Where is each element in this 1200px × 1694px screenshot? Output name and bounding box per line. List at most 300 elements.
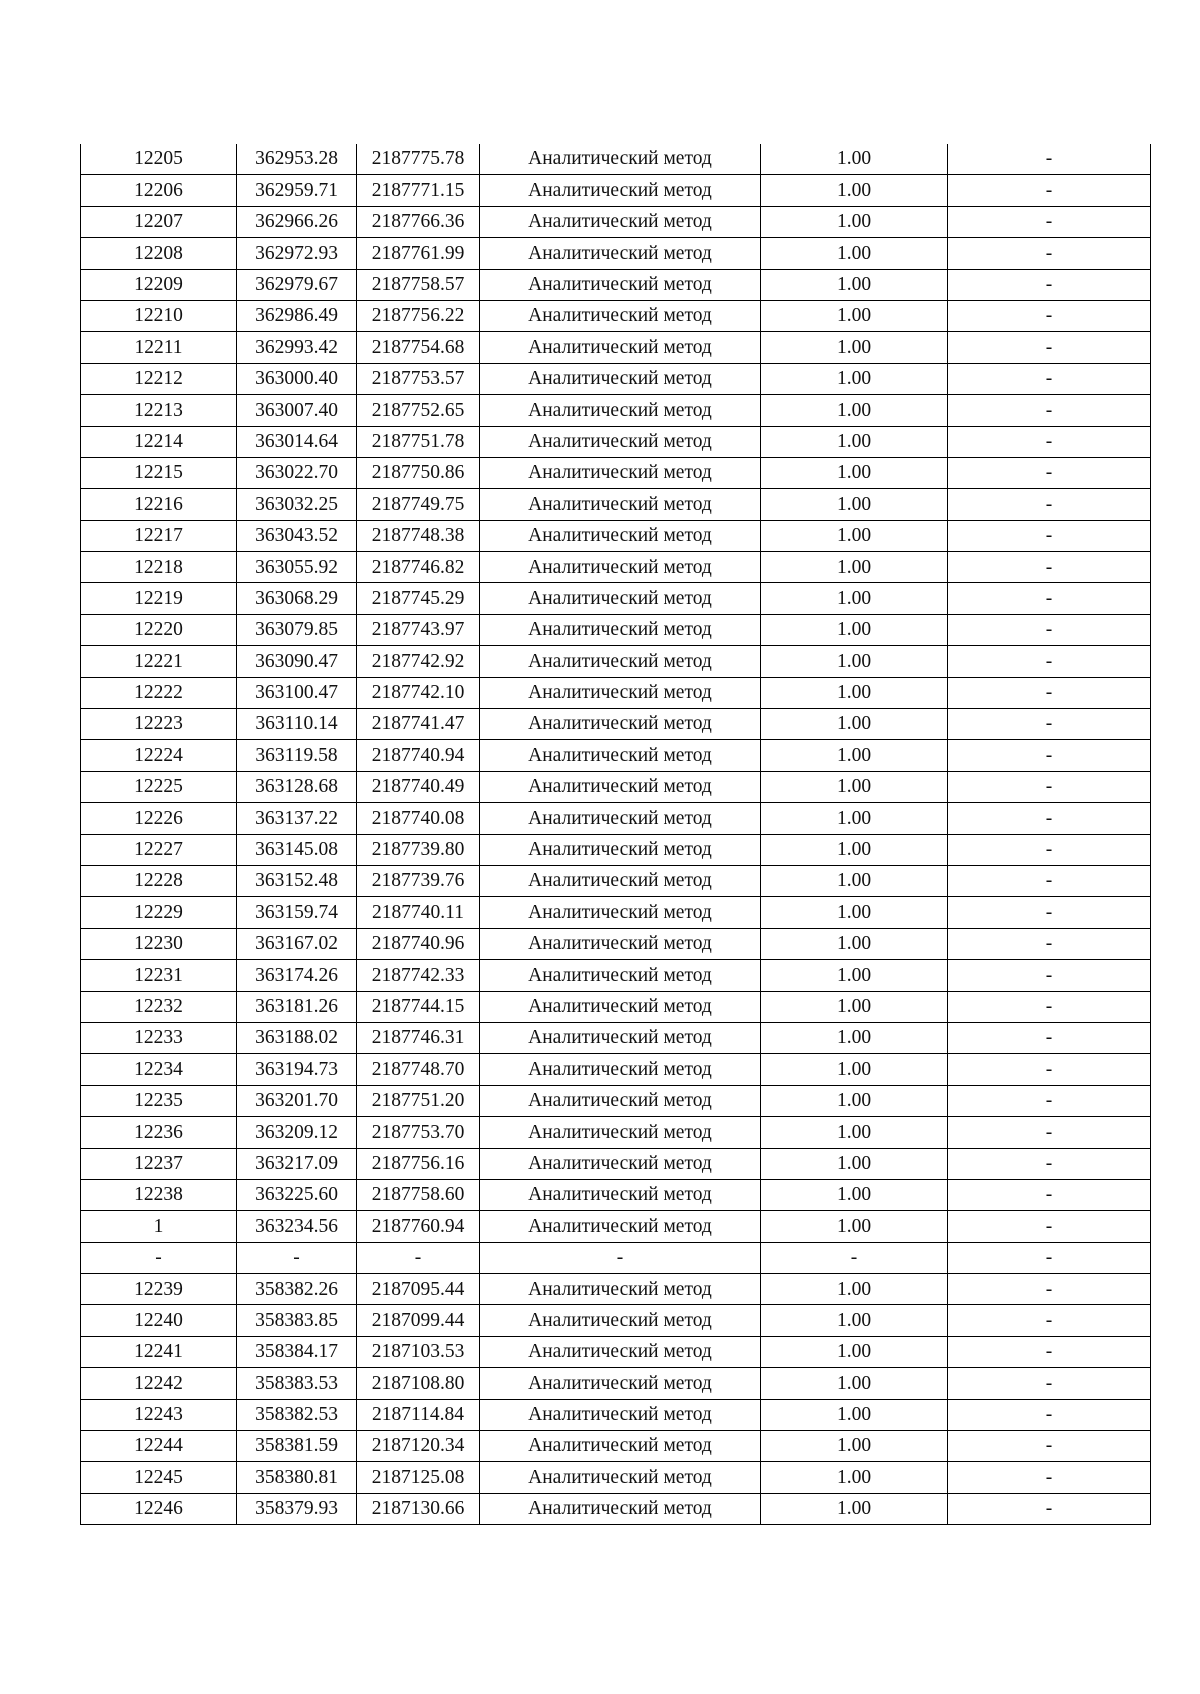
accuracy-cell: 1.00 [761, 1054, 948, 1085]
y-coordinate-cell: 2187758.60 [357, 1179, 480, 1210]
y-coordinate-cell: 2187743.97 [357, 614, 480, 645]
accuracy-cell: 1.00 [761, 991, 948, 1022]
accuracy-cell: 1.00 [761, 1022, 948, 1053]
method-cell: Аналитический метод [480, 1462, 761, 1493]
method-cell: Аналитический метод [480, 1493, 761, 1524]
note-cell: - [948, 1211, 1151, 1242]
point-number-cell: 12238 [81, 1179, 237, 1210]
point-number-cell: 12224 [81, 740, 237, 771]
point-number-cell: 12243 [81, 1399, 237, 1430]
y-coordinate-cell: 2187742.92 [357, 646, 480, 677]
accuracy-cell: 1.00 [761, 1085, 948, 1116]
accuracy-cell: 1.00 [761, 803, 948, 834]
x-coordinate-cell: 363152.48 [237, 865, 357, 896]
x-coordinate-cell: 358383.53 [237, 1368, 357, 1399]
method-cell: Аналитический метод [480, 238, 761, 269]
note-cell: - [948, 426, 1151, 457]
point-number-cell: 12233 [81, 1022, 237, 1053]
x-coordinate-cell: 363181.26 [237, 991, 357, 1022]
point-number-cell: 12206 [81, 175, 237, 206]
method-cell: Аналитический метод [480, 1085, 761, 1116]
note-cell: - [948, 332, 1151, 363]
x-coordinate-cell: - [237, 1242, 357, 1273]
x-coordinate-cell: 363014.64 [237, 426, 357, 457]
method-cell: Аналитический метод [480, 1368, 761, 1399]
y-coordinate-cell: 2187739.80 [357, 834, 480, 865]
note-cell: - [948, 363, 1151, 394]
y-coordinate-cell: 2187753.57 [357, 363, 480, 394]
method-cell: Аналитический метод [480, 709, 761, 740]
accuracy-cell: 1.00 [761, 332, 948, 363]
point-number-cell: 12217 [81, 520, 237, 551]
method-cell: Аналитический метод [480, 803, 761, 834]
note-cell: - [948, 144, 1151, 175]
point-number-cell: 12210 [81, 300, 237, 331]
method-cell: Аналитический метод [480, 426, 761, 457]
point-number-cell: 12245 [81, 1462, 237, 1493]
accuracy-cell: 1.00 [761, 1274, 948, 1305]
y-coordinate-cell: 2187740.08 [357, 803, 480, 834]
point-number-cell: 12211 [81, 332, 237, 363]
y-coordinate-cell: 2187749.75 [357, 489, 480, 520]
y-coordinate-cell: 2187758.57 [357, 269, 480, 300]
method-cell: Аналитический метод [480, 1399, 761, 1430]
y-coordinate-cell: 2187753.70 [357, 1117, 480, 1148]
x-coordinate-cell: 362979.67 [237, 269, 357, 300]
accuracy-cell: 1.00 [761, 709, 948, 740]
table-row [81, 677, 1151, 708]
y-coordinate-cell: 2187742.10 [357, 677, 480, 708]
y-coordinate-cell: 2187775.78 [357, 144, 480, 175]
accuracy-cell: 1.00 [761, 457, 948, 488]
table-row [81, 928, 1151, 959]
table-row [81, 991, 1151, 1022]
note-cell: - [948, 991, 1151, 1022]
y-coordinate-cell: 2187120.34 [357, 1431, 480, 1462]
y-coordinate-cell: 2187125.08 [357, 1462, 480, 1493]
table-row [81, 1054, 1151, 1085]
accuracy-cell: 1.00 [761, 1211, 948, 1242]
accuracy-cell: 1.00 [761, 489, 948, 520]
x-coordinate-cell: 363032.25 [237, 489, 357, 520]
point-number-cell: 12223 [81, 709, 237, 740]
point-number-cell: 12207 [81, 206, 237, 237]
accuracy-cell: 1.00 [761, 1117, 948, 1148]
point-number-cell: 12246 [81, 1493, 237, 1524]
accuracy-cell: 1.00 [761, 552, 948, 583]
table-row [81, 1179, 1151, 1210]
note-cell: - [948, 771, 1151, 802]
accuracy-cell: 1.00 [761, 520, 948, 551]
x-coordinate-cell: 362972.93 [237, 238, 357, 269]
note-cell: - [948, 865, 1151, 896]
y-coordinate-cell: 2187766.36 [357, 206, 480, 237]
y-coordinate-cell: 2187756.16 [357, 1148, 480, 1179]
point-number-cell: 12241 [81, 1336, 237, 1367]
x-coordinate-cell: 363128.68 [237, 771, 357, 802]
y-coordinate-cell: 2187761.99 [357, 238, 480, 269]
table-row [81, 1399, 1151, 1430]
y-coordinate-cell: 2187746.82 [357, 552, 480, 583]
x-coordinate-cell: 363022.70 [237, 457, 357, 488]
method-cell: Аналитический метод [480, 1148, 761, 1179]
table-row [81, 1305, 1151, 1336]
note-cell: - [948, 457, 1151, 488]
accuracy-cell: 1.00 [761, 646, 948, 677]
note-cell: - [948, 1399, 1151, 1430]
y-coordinate-cell: 2187756.22 [357, 300, 480, 331]
note-cell: - [948, 1085, 1151, 1116]
y-coordinate-cell: 2187742.33 [357, 960, 480, 991]
point-number-cell: 12221 [81, 646, 237, 677]
accuracy-cell: 1.00 [761, 1179, 948, 1210]
point-number-cell: 12214 [81, 426, 237, 457]
method-cell: Аналитический метод [480, 583, 761, 614]
x-coordinate-cell: 363100.47 [237, 677, 357, 708]
table-row [81, 395, 1151, 426]
accuracy-cell: 1.00 [761, 865, 948, 896]
method-cell: Аналитический метод [480, 206, 761, 237]
table-row [81, 614, 1151, 645]
point-number-cell: 12232 [81, 991, 237, 1022]
accuracy-cell: 1.00 [761, 1368, 948, 1399]
y-coordinate-cell: 2187740.94 [357, 740, 480, 771]
y-coordinate-cell: 2187751.78 [357, 426, 480, 457]
x-coordinate-cell: 363119.58 [237, 740, 357, 771]
table-row [81, 269, 1151, 300]
method-cell: Аналитический метод [480, 520, 761, 551]
x-coordinate-cell: 362986.49 [237, 300, 357, 331]
x-coordinate-cell: 363145.08 [237, 834, 357, 865]
accuracy-cell: 1.00 [761, 1336, 948, 1367]
method-cell: Аналитический метод [480, 144, 761, 175]
note-cell: - [948, 960, 1151, 991]
point-number-cell: - [81, 1242, 237, 1273]
accuracy-cell: 1.00 [761, 1462, 948, 1493]
table-row [81, 646, 1151, 677]
note-cell: - [948, 206, 1151, 237]
table-row [81, 1493, 1151, 1524]
note-cell: - [948, 1336, 1151, 1367]
table-row [81, 520, 1151, 551]
method-cell: Аналитический метод [480, 363, 761, 394]
note-cell: - [948, 395, 1151, 426]
point-number-cell: 12216 [81, 489, 237, 520]
point-number-cell: 12237 [81, 1148, 237, 1179]
y-coordinate-cell: 2187740.49 [357, 771, 480, 802]
point-number-cell: 12228 [81, 865, 237, 896]
point-number-cell: 12227 [81, 834, 237, 865]
note-cell: - [948, 1117, 1151, 1148]
table-row [81, 1462, 1151, 1493]
note-cell: - [948, 1493, 1151, 1524]
y-coordinate-cell: 2187103.53 [357, 1336, 480, 1367]
note-cell: - [948, 520, 1151, 551]
note-cell: - [948, 1431, 1151, 1462]
method-cell: Аналитический метод [480, 865, 761, 896]
x-coordinate-cell: 363055.92 [237, 552, 357, 583]
accuracy-cell: 1.00 [761, 614, 948, 645]
accuracy-cell: 1.00 [761, 144, 948, 175]
accuracy-cell: 1.00 [761, 426, 948, 457]
method-cell: Аналитический метод [480, 897, 761, 928]
note-cell: - [948, 489, 1151, 520]
method-cell: Аналитический метод [480, 646, 761, 677]
point-number-cell: 12225 [81, 771, 237, 802]
method-cell: Аналитический метод [480, 1022, 761, 1053]
table-row [81, 1085, 1151, 1116]
accuracy-cell: 1.00 [761, 771, 948, 802]
x-coordinate-cell: 362993.42 [237, 332, 357, 363]
note-cell: - [948, 1274, 1151, 1305]
method-cell: Аналитический метод [480, 928, 761, 959]
y-coordinate-cell: 2187744.15 [357, 991, 480, 1022]
table-row [81, 897, 1151, 928]
accuracy-cell: 1.00 [761, 1493, 948, 1524]
point-number-cell: 12205 [81, 144, 237, 175]
point-number-cell: 12236 [81, 1117, 237, 1148]
table-row [81, 740, 1151, 771]
accuracy-cell: 1.00 [761, 300, 948, 331]
note-cell: - [948, 834, 1151, 865]
y-coordinate-cell: 2187750.86 [357, 457, 480, 488]
y-coordinate-cell: 2187130.66 [357, 1493, 480, 1524]
note-cell: - [948, 583, 1151, 614]
x-coordinate-cell: 358381.59 [237, 1431, 357, 1462]
method-cell: Аналитический метод [480, 269, 761, 300]
method-cell: Аналитический метод [480, 740, 761, 771]
y-coordinate-cell: 2187739.76 [357, 865, 480, 896]
note-cell: - [948, 1022, 1151, 1053]
method-cell: Аналитический метод [480, 1431, 761, 1462]
document-page [80, 144, 1150, 1525]
x-coordinate-cell: 363225.60 [237, 1179, 357, 1210]
accuracy-cell: 1.00 [761, 238, 948, 269]
y-coordinate-cell: 2187114.84 [357, 1399, 480, 1430]
point-number-cell: 12219 [81, 583, 237, 614]
point-number-cell: 12220 [81, 614, 237, 645]
note-cell: - [948, 677, 1151, 708]
method-cell: - [480, 1242, 761, 1273]
x-coordinate-cell: 362966.26 [237, 206, 357, 237]
x-coordinate-cell: 363007.40 [237, 395, 357, 426]
note-cell: - [948, 646, 1151, 677]
y-coordinate-cell: 2187748.70 [357, 1054, 480, 1085]
method-cell: Аналитический метод [480, 960, 761, 991]
method-cell: Аналитический метод [480, 1211, 761, 1242]
x-coordinate-cell: 363209.12 [237, 1117, 357, 1148]
x-coordinate-cell: 358382.53 [237, 1399, 357, 1430]
point-number-cell: 12229 [81, 897, 237, 928]
y-coordinate-cell: 2187751.20 [357, 1085, 480, 1116]
table-row [81, 206, 1151, 237]
point-number-cell: 12213 [81, 395, 237, 426]
coordinates-table [80, 144, 1151, 1525]
point-number-cell: 12235 [81, 1085, 237, 1116]
x-coordinate-cell: 363217.09 [237, 1148, 357, 1179]
table-row [81, 363, 1151, 394]
x-coordinate-cell: 363137.22 [237, 803, 357, 834]
x-coordinate-cell: 363159.74 [237, 897, 357, 928]
table-row [81, 1368, 1151, 1399]
accuracy-cell: 1.00 [761, 269, 948, 300]
table-row [81, 803, 1151, 834]
method-cell: Аналитический метод [480, 175, 761, 206]
point-number-cell: 12222 [81, 677, 237, 708]
note-cell: - [948, 1242, 1151, 1273]
table-row [81, 960, 1151, 991]
accuracy-cell: 1.00 [761, 1148, 948, 1179]
x-coordinate-cell: 363201.70 [237, 1085, 357, 1116]
note-cell: - [948, 238, 1151, 269]
method-cell: Аналитический метод [480, 834, 761, 865]
table-row [81, 1117, 1151, 1148]
point-number-cell: 12240 [81, 1305, 237, 1336]
method-cell: Аналитический метод [480, 489, 761, 520]
note-cell: - [948, 552, 1151, 583]
y-coordinate-cell: 2187771.15 [357, 175, 480, 206]
y-coordinate-cell: 2187099.44 [357, 1305, 480, 1336]
table-row [81, 1211, 1151, 1242]
method-cell: Аналитический метод [480, 991, 761, 1022]
point-number-cell: 12230 [81, 928, 237, 959]
note-cell: - [948, 175, 1151, 206]
point-number-cell: 12239 [81, 1274, 237, 1305]
y-coordinate-cell: 2187745.29 [357, 583, 480, 614]
method-cell: Аналитический метод [480, 457, 761, 488]
table-row [81, 457, 1151, 488]
method-cell: Аналитический метод [480, 771, 761, 802]
accuracy-cell: 1.00 [761, 1399, 948, 1430]
accuracy-cell: 1.00 [761, 960, 948, 991]
method-cell: Аналитический метод [480, 395, 761, 426]
x-coordinate-cell: 363090.47 [237, 646, 357, 677]
note-cell: - [948, 897, 1151, 928]
x-coordinate-cell: 363079.85 [237, 614, 357, 645]
point-number-cell: 12234 [81, 1054, 237, 1085]
table-row [81, 489, 1151, 520]
x-coordinate-cell: 363110.14 [237, 709, 357, 740]
note-cell: - [948, 300, 1151, 331]
point-number-cell: 12209 [81, 269, 237, 300]
table-row [81, 1242, 1151, 1273]
note-cell: - [948, 1179, 1151, 1210]
accuracy-cell: 1.00 [761, 740, 948, 771]
y-coordinate-cell: 2187740.11 [357, 897, 480, 928]
note-cell: - [948, 1305, 1151, 1336]
table-row [81, 834, 1151, 865]
y-coordinate-cell: 2187741.47 [357, 709, 480, 740]
y-coordinate-cell: 2187746.31 [357, 1022, 480, 1053]
note-cell: - [948, 269, 1151, 300]
y-coordinate-cell: 2187754.68 [357, 332, 480, 363]
accuracy-cell: 1.00 [761, 363, 948, 394]
table-row [81, 583, 1151, 614]
y-coordinate-cell: - [357, 1242, 480, 1273]
point-number-cell: 12226 [81, 803, 237, 834]
x-coordinate-cell: 363167.02 [237, 928, 357, 959]
method-cell: Аналитический метод [480, 1274, 761, 1305]
table-row [81, 1148, 1151, 1179]
table-row [81, 771, 1151, 802]
accuracy-cell: 1.00 [761, 834, 948, 865]
accuracy-cell: 1.00 [761, 175, 948, 206]
method-cell: Аналитический метод [480, 332, 761, 363]
x-coordinate-cell: 358384.17 [237, 1336, 357, 1367]
x-coordinate-cell: 358379.93 [237, 1493, 357, 1524]
note-cell: - [948, 614, 1151, 645]
method-cell: Аналитический метод [480, 614, 761, 645]
table-row [81, 1431, 1151, 1462]
method-cell: Аналитический метод [480, 677, 761, 708]
table-row [81, 552, 1151, 583]
x-coordinate-cell: 363188.02 [237, 1022, 357, 1053]
method-cell: Аналитический метод [480, 1305, 761, 1336]
table-row [81, 1022, 1151, 1053]
table-row [81, 1336, 1151, 1367]
method-cell: Аналитический метод [480, 552, 761, 583]
y-coordinate-cell: 2187108.80 [357, 1368, 480, 1399]
note-cell: - [948, 1148, 1151, 1179]
point-number-cell: 12218 [81, 552, 237, 583]
y-coordinate-cell: 2187740.96 [357, 928, 480, 959]
x-coordinate-cell: 363194.73 [237, 1054, 357, 1085]
note-cell: - [948, 928, 1151, 959]
table-row [81, 426, 1151, 457]
accuracy-cell: 1.00 [761, 1431, 948, 1462]
note-cell: - [948, 740, 1151, 771]
x-coordinate-cell: 363068.29 [237, 583, 357, 614]
point-number-cell: 1 [81, 1211, 237, 1242]
accuracy-cell: 1.00 [761, 583, 948, 614]
method-cell: Аналитический метод [480, 1179, 761, 1210]
point-number-cell: 12215 [81, 457, 237, 488]
x-coordinate-cell: 363174.26 [237, 960, 357, 991]
y-coordinate-cell: 2187095.44 [357, 1274, 480, 1305]
accuracy-cell: 1.00 [761, 677, 948, 708]
table-row [81, 300, 1151, 331]
note-cell: - [948, 1368, 1151, 1399]
method-cell: Аналитический метод [480, 1117, 761, 1148]
accuracy-cell: 1.00 [761, 206, 948, 237]
y-coordinate-cell: 2187760.94 [357, 1211, 480, 1242]
table-row [81, 238, 1151, 269]
accuracy-cell: 1.00 [761, 928, 948, 959]
table-row [81, 332, 1151, 363]
method-cell: Аналитический метод [480, 1336, 761, 1367]
x-coordinate-cell: 362959.71 [237, 175, 357, 206]
note-cell: - [948, 803, 1151, 834]
table-row [81, 175, 1151, 206]
accuracy-cell: - [761, 1242, 948, 1273]
note-cell: - [948, 1462, 1151, 1493]
note-cell: - [948, 1054, 1151, 1085]
method-cell: Аналитический метод [480, 300, 761, 331]
x-coordinate-cell: 363234.56 [237, 1211, 357, 1242]
point-number-cell: 12208 [81, 238, 237, 269]
x-coordinate-cell: 362953.28 [237, 144, 357, 175]
point-number-cell: 12242 [81, 1368, 237, 1399]
y-coordinate-cell: 2187748.38 [357, 520, 480, 551]
x-coordinate-cell: 363000.40 [237, 363, 357, 394]
table-row [81, 709, 1151, 740]
accuracy-cell: 1.00 [761, 897, 948, 928]
x-coordinate-cell: 358382.26 [237, 1274, 357, 1305]
point-number-cell: 12212 [81, 363, 237, 394]
accuracy-cell: 1.00 [761, 1305, 948, 1336]
table-row [81, 1274, 1151, 1305]
x-coordinate-cell: 363043.52 [237, 520, 357, 551]
